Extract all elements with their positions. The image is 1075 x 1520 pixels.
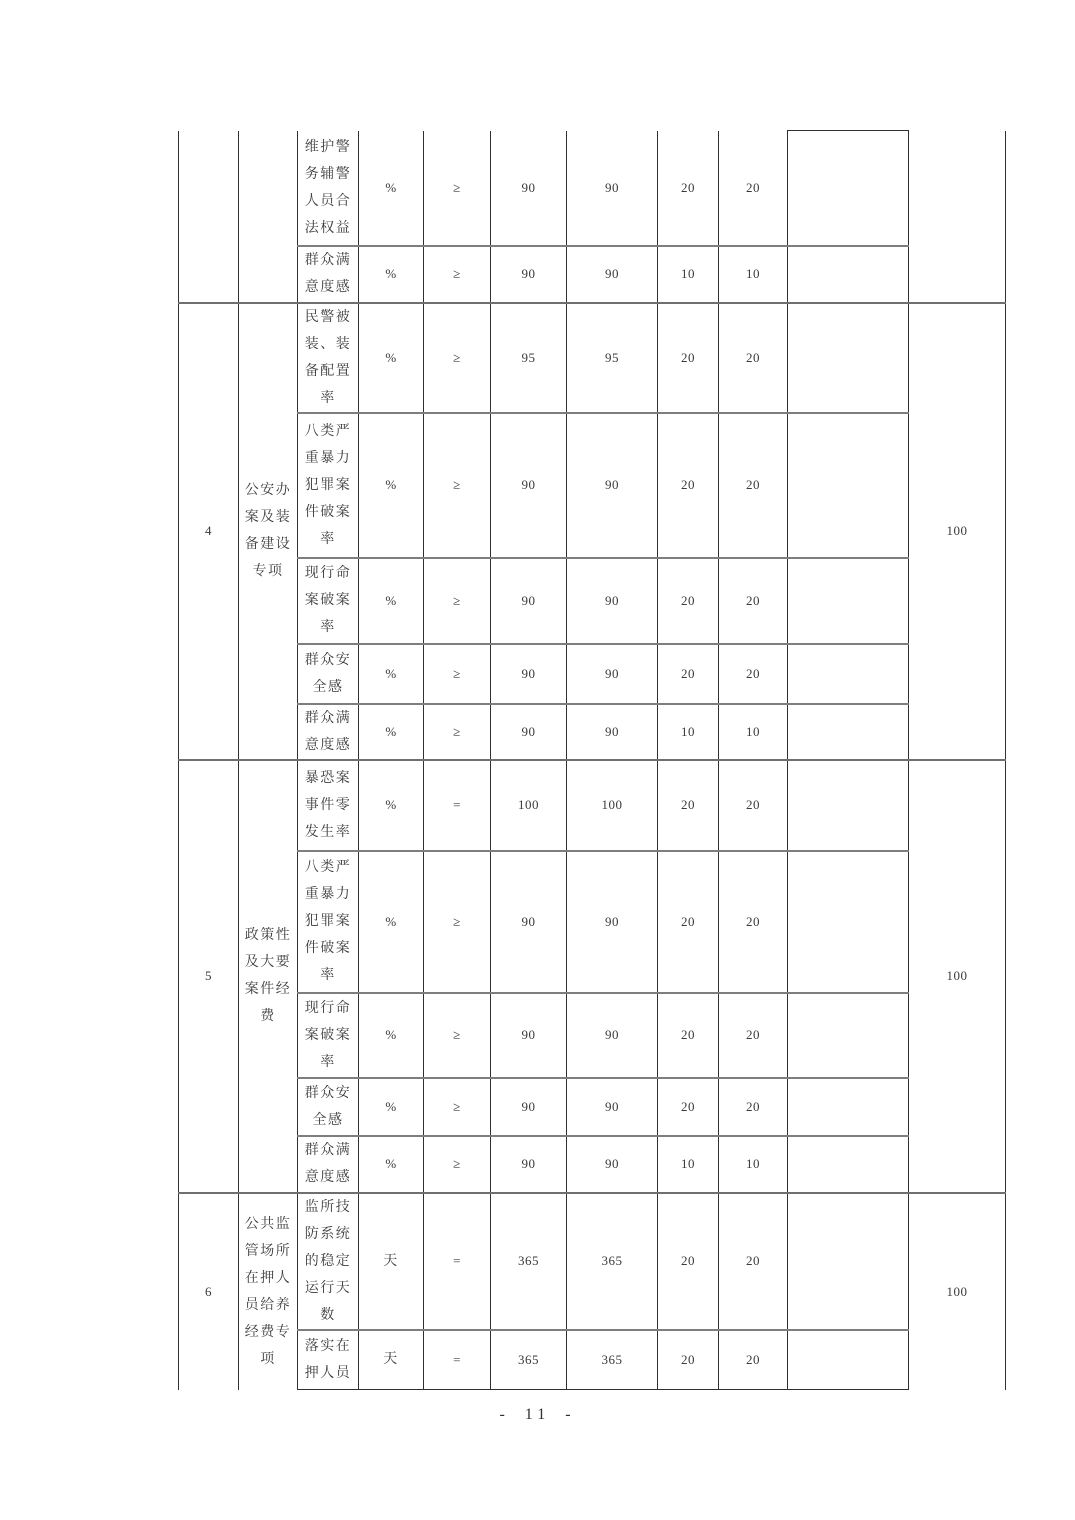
cell-weight-2: 20 <box>719 558 788 644</box>
table-row <box>179 704 1006 760</box>
cell-value-1: 365 <box>491 1330 567 1390</box>
cell-value-2: 90 <box>567 851 658 993</box>
cell-remark <box>788 131 909 246</box>
cell-weight-2: 20 <box>719 131 788 246</box>
cell-value-2: 90 <box>567 413 658 558</box>
cell-weight-2: 20 <box>719 644 788 704</box>
cell-weight-2: 10 <box>719 246 788 303</box>
cell-indicator: 群众安全感 <box>298 1078 359 1136</box>
cell-remark <box>788 993 909 1078</box>
cell-weight-1: 10 <box>658 704 719 760</box>
cell-remark <box>788 558 909 644</box>
table-row <box>179 1193 1006 1330</box>
cell-value-2: 90 <box>567 993 658 1078</box>
cell-indicator: 监所技防系统的稳定运行天数 <box>298 1193 359 1330</box>
cell-operator: = <box>424 1193 491 1330</box>
page-number: - 11 - <box>499 1406 576 1423</box>
cell-weight-1: 20 <box>658 131 719 246</box>
cell-unit: % <box>359 760 424 851</box>
table-row <box>179 1136 1006 1193</box>
cell-indicator: 现行命案破案率 <box>298 993 359 1078</box>
cell-unit: 天 <box>359 1193 424 1330</box>
cell-value-2: 90 <box>567 644 658 704</box>
cell-remark <box>788 1193 909 1330</box>
cell-operator: ≥ <box>424 558 491 644</box>
cell-unit: % <box>359 644 424 704</box>
cell-indicator: 群众满意度感 <box>298 1136 359 1193</box>
cell-value-1: 90 <box>491 644 567 704</box>
table-row <box>179 644 1006 704</box>
cell-remark <box>788 644 909 704</box>
cell-value-2: 365 <box>567 1193 658 1330</box>
cell-weight-2: 20 <box>719 851 788 993</box>
cell-operator: ≥ <box>424 246 491 303</box>
cell-weight-2: 20 <box>719 1078 788 1136</box>
cell-indicator: 暴恐案事件零发生率 <box>298 760 359 851</box>
cell-unit: % <box>359 704 424 760</box>
table-row <box>179 760 1006 851</box>
cell-remark <box>788 303 909 413</box>
cell-weight-2: 20 <box>719 1193 788 1330</box>
cell-unit: % <box>359 851 424 993</box>
cell-operator: ≥ <box>424 993 491 1078</box>
cell-operator: ≥ <box>424 1136 491 1193</box>
cell-remark <box>788 704 909 760</box>
cell-row-number: 5 <box>179 760 239 1193</box>
cell-indicator: 群众满意度感 <box>298 704 359 760</box>
cell-row-number <box>179 131 239 303</box>
cell-indicator: 八类严重暴力犯罪案件破案率 <box>298 851 359 993</box>
cell-value-2: 90 <box>567 704 658 760</box>
cell-value-1: 90 <box>491 131 567 246</box>
cell-indicator: 维护警务辅警人员合法权益 <box>298 131 359 246</box>
cell-remark <box>788 760 909 851</box>
cell-value-1: 90 <box>491 993 567 1078</box>
cell-unit: % <box>359 303 424 413</box>
cell-operator: ≥ <box>424 704 491 760</box>
cell-value-1: 365 <box>491 1193 567 1330</box>
cell-weight-1: 20 <box>658 1078 719 1136</box>
cell-weight-1: 20 <box>658 1330 719 1390</box>
cell-weight-1: 20 <box>658 760 719 851</box>
cell-weight-1: 20 <box>658 558 719 644</box>
cell-weight-2: 20 <box>719 760 788 851</box>
cell-unit: % <box>359 246 424 303</box>
cell-remark <box>788 1078 909 1136</box>
cell-indicator: 民警被装、装备配置率 <box>298 303 359 413</box>
cell-row-number: 4 <box>179 303 239 760</box>
table-row <box>179 558 1006 644</box>
cell-value-2: 90 <box>567 558 658 644</box>
cell-indicator: 现行命案破案率 <box>298 558 359 644</box>
cell-value-2: 90 <box>567 1136 658 1193</box>
cell-remark <box>788 413 909 558</box>
table-row <box>179 246 1006 303</box>
cell-value-2: 365 <box>567 1330 658 1390</box>
cell-weight-1: 20 <box>658 413 719 558</box>
cell-remark <box>788 1136 909 1193</box>
table-row <box>179 851 1006 993</box>
cell-value-2: 100 <box>567 760 658 851</box>
cell-weight-2: 10 <box>719 704 788 760</box>
cell-indicator: 落实在押人员 <box>298 1330 359 1390</box>
table-row <box>179 131 1006 246</box>
cell-value-1: 90 <box>491 413 567 558</box>
cell-operator: ≥ <box>424 131 491 246</box>
cell-weight-2: 20 <box>719 1330 788 1390</box>
cell-project-name: 公安办案及装备建设专项 <box>239 303 298 760</box>
cell-indicator: 群众安全感 <box>298 644 359 704</box>
cell-operator: ≥ <box>424 644 491 704</box>
table-row <box>179 413 1006 558</box>
cell-value-2: 90 <box>567 246 658 303</box>
table-row <box>179 993 1006 1078</box>
cell-operator: = <box>424 760 491 851</box>
cell-unit: % <box>359 993 424 1078</box>
cell-value-1: 90 <box>491 246 567 303</box>
cell-operator: ≥ <box>424 851 491 993</box>
cell-indicator: 群众满意度感 <box>298 246 359 303</box>
cell-operator: ≥ <box>424 413 491 558</box>
cell-value-1: 100 <box>491 760 567 851</box>
cell-value-1: 90 <box>491 704 567 760</box>
cell-weight-2: 10 <box>719 1136 788 1193</box>
cell-weight-2: 20 <box>719 413 788 558</box>
cell-total-score <box>909 131 1006 303</box>
cell-remark <box>788 851 909 993</box>
cell-project-name <box>239 131 298 303</box>
cell-unit: % <box>359 1078 424 1136</box>
table-row <box>179 303 1006 413</box>
cell-value-1: 90 <box>491 1078 567 1136</box>
cell-remark <box>788 1330 909 1390</box>
cell-operator: ≥ <box>424 303 491 413</box>
cell-weight-1: 20 <box>658 993 719 1078</box>
cell-unit: % <box>359 413 424 558</box>
cell-value-2: 95 <box>567 303 658 413</box>
cell-value-2: 90 <box>567 131 658 246</box>
cell-weight-2: 20 <box>719 993 788 1078</box>
cell-unit: 天 <box>359 1330 424 1390</box>
cell-weight-1: 20 <box>658 303 719 413</box>
cell-value-1: 90 <box>491 851 567 993</box>
cell-project-name: 政策性及大要案件经费 <box>239 760 298 1193</box>
cell-weight-1: 20 <box>658 1193 719 1330</box>
cell-unit: % <box>359 558 424 644</box>
cell-value-2: 90 <box>567 1078 658 1136</box>
performance-indicator-table <box>178 130 1006 1390</box>
cell-weight-2: 20 <box>719 303 788 413</box>
cell-indicator: 八类严重暴力犯罪案件破案率 <box>298 413 359 558</box>
cell-operator: = <box>424 1330 491 1390</box>
cell-value-1: 95 <box>491 303 567 413</box>
cell-value-1: 90 <box>491 558 567 644</box>
cell-unit: % <box>359 131 424 246</box>
cell-project-name: 公共监管场所在押人员给养经费专项 <box>239 1193 298 1390</box>
cell-total-score: 100 <box>909 760 1006 1193</box>
cell-weight-1: 10 <box>658 246 719 303</box>
cell-total-score: 100 <box>909 1193 1006 1390</box>
cell-total-score: 100 <box>909 303 1006 760</box>
cell-weight-1: 20 <box>658 851 719 993</box>
cell-unit: % <box>359 1136 424 1193</box>
cell-operator: ≥ <box>424 1078 491 1136</box>
table-row <box>179 1330 1006 1390</box>
cell-row-number: 6 <box>179 1193 239 1390</box>
cell-weight-1: 20 <box>658 644 719 704</box>
cell-weight-1: 10 <box>658 1136 719 1193</box>
cell-remark <box>788 246 909 303</box>
cell-value-1: 90 <box>491 1136 567 1193</box>
table-row <box>179 1078 1006 1136</box>
